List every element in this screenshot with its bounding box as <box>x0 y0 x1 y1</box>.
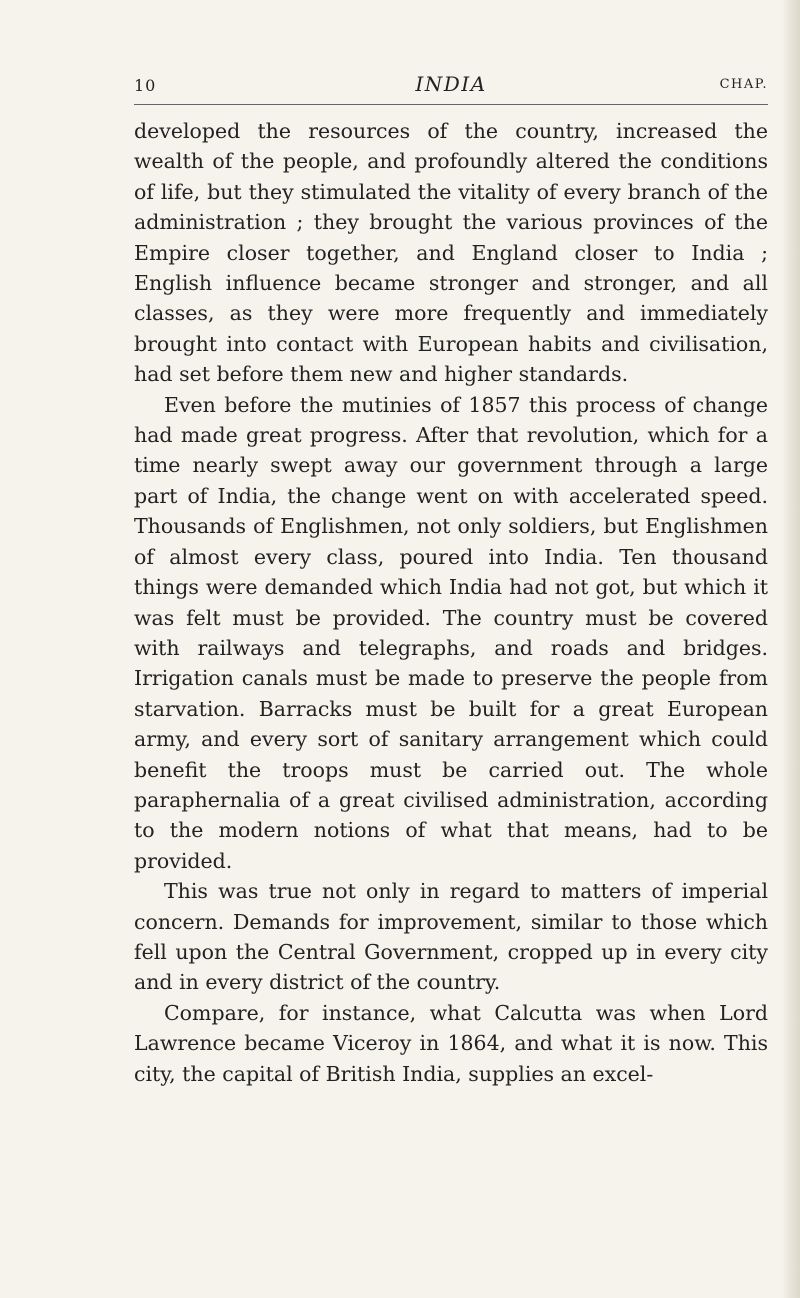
paragraph-2: Even before the mutinies of 1857 this process of change had made great progress. After that revolution, which for a time nearly swept away our government through a large part of India, the change went on with accelerated speed. Thousands of Englishmen, not only soldiers, but Englishmen of almost every class, poured into India. Ten thousand things were demanded which India had not got, but which it was felt must be provided. The country must be covered with railways and telegraphs, and roads and bridges. Irrigation canals must be made to preserve the people from starvation. Barracks must be built for a great European army, and every sort of sanitary arrangement which could benefit the troops must be carried out. The whole paraphernalia of a great civilised administration, according to the modern notions of what that means, had to be provided. <box>134 392 768 873</box>
running-head <box>134 72 768 106</box>
paragraph-1: developed the resources of the country, increased the wealth of the people, and profoundly altered the conditions of life, but they stimulated the vitality of every branch of the administration ; they brought the various provinces of the Empire closer together, and England closer to India ; English influence became stronger and stronger, and all classes, as they were more frequently and immediately brought into contact with European habits and civilisation, had set before them new and higher standards. <box>134 119 768 387</box>
page-edge-shadow <box>782 0 800 1298</box>
paragraph-3: This was true not only in regard to matters of imperial concern. Demands for improvement, similar to those which fell upon the Central Government, cropped up in every city and in every district of the country. <box>134 879 768 995</box>
paragraph-4: Compare, for instance, what Calcutta was when Lord Lawrence became Viceroy in 1864, and what it is now. This city, the capital of British India, supplies an excel- <box>134 1000 768 1086</box>
running-title: INDIA <box>415 72 487 96</box>
chapter-label: CHAP. <box>719 77 768 92</box>
header-rule <box>134 104 768 105</box>
page-number: 10 <box>134 76 157 95</box>
body-text <box>134 116 768 1089</box>
